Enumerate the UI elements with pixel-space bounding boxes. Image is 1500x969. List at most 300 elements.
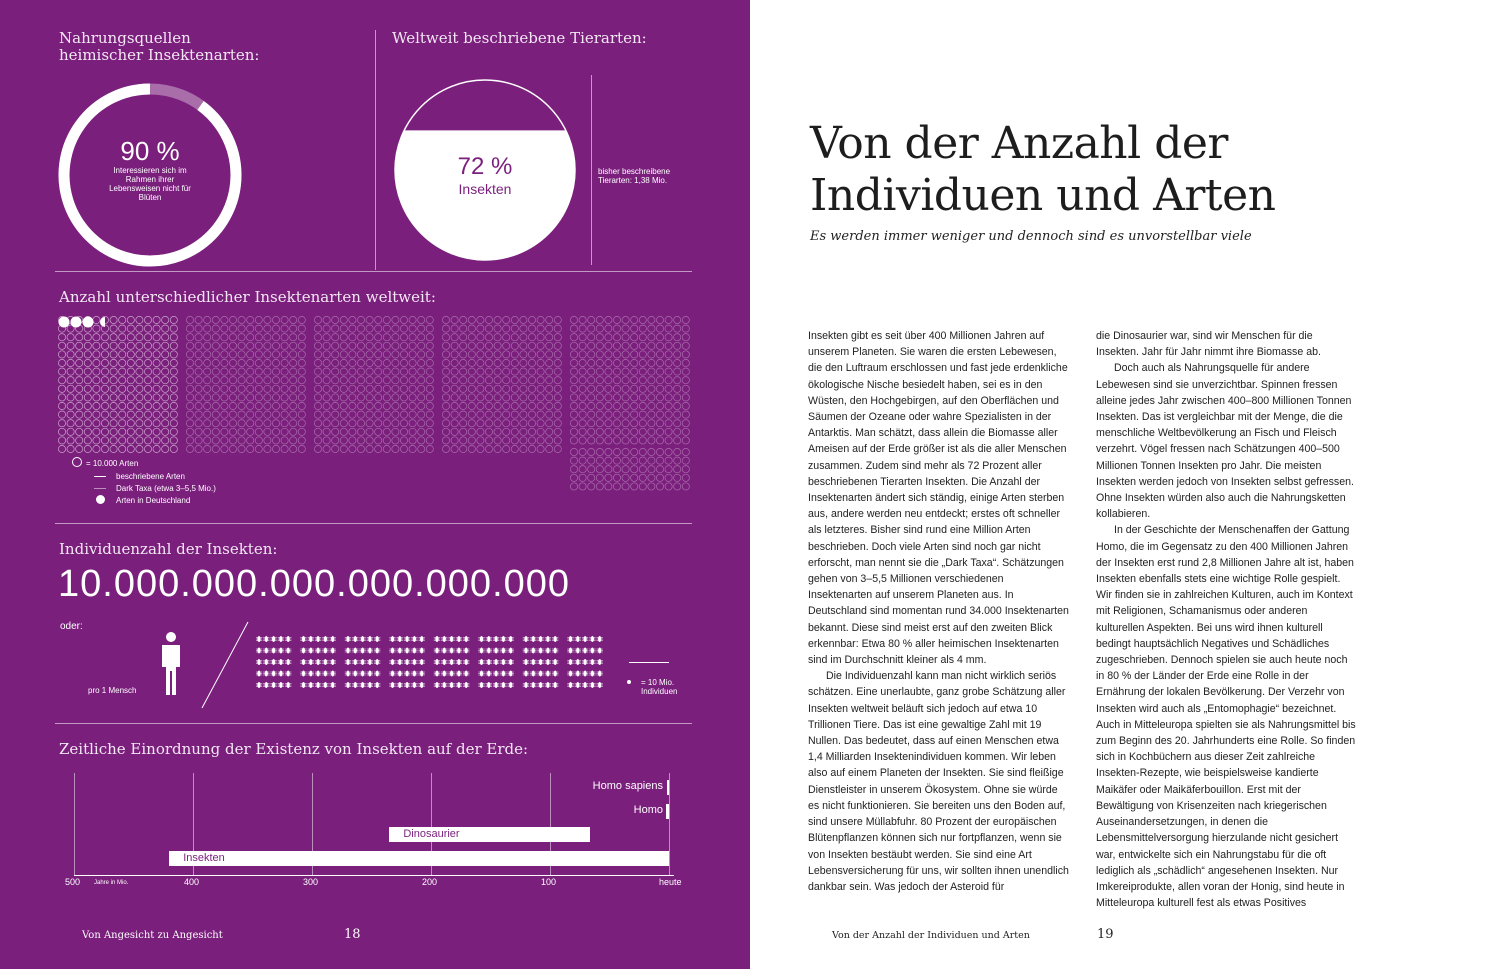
- species-dot: [93, 394, 100, 401]
- species-dot: [255, 420, 262, 427]
- slash-divider: [200, 620, 250, 710]
- species-dot: [503, 428, 510, 435]
- species-dot: [110, 445, 117, 452]
- insect-icon: [315, 682, 321, 688]
- species-dot: [264, 316, 271, 323]
- species-dot: [682, 359, 689, 366]
- species-dot: [537, 377, 544, 384]
- species-dot: [392, 316, 399, 323]
- species-dot: [442, 385, 449, 392]
- timeline-tick-label: 400: [184, 877, 200, 887]
- species-dot: [665, 385, 672, 392]
- species-dot: [357, 411, 364, 418]
- species-dot: [622, 385, 629, 392]
- insect-icon: [300, 671, 306, 677]
- species-dot: [605, 359, 612, 366]
- species-dot: [101, 334, 108, 341]
- species-dot: [682, 334, 689, 341]
- species-dot: [511, 394, 518, 401]
- species-dot: [84, 359, 91, 366]
- species-dot: [605, 420, 612, 427]
- species-dot: [290, 445, 297, 452]
- timeline-tick-label: heute: [659, 877, 682, 887]
- species-dot: [613, 342, 620, 349]
- insect-icon: [374, 659, 380, 665]
- insect-icon: [597, 659, 603, 665]
- species-dot: [323, 445, 330, 452]
- species-dot: [520, 334, 527, 341]
- insect-icon: [367, 682, 373, 688]
- species-dot: [204, 385, 211, 392]
- species-dot: [84, 368, 91, 375]
- species-dot: [648, 466, 655, 473]
- species-dot: [674, 377, 681, 384]
- species-dot: [332, 351, 339, 358]
- species-dot: [186, 445, 193, 452]
- species-dot: [93, 351, 100, 358]
- species-dot: [511, 325, 518, 332]
- species-dot: [238, 368, 245, 375]
- species-dot: [383, 420, 390, 427]
- insect-icon: [508, 659, 514, 665]
- insect-icon: [530, 671, 536, 677]
- species-dot: [221, 420, 228, 427]
- species-dot: [605, 483, 612, 490]
- species-dot: [494, 368, 501, 375]
- species-dot: [93, 428, 100, 435]
- species-dot: [648, 483, 655, 490]
- species-dot: [511, 385, 518, 392]
- species-dot: [255, 402, 262, 409]
- species-dot: [460, 368, 467, 375]
- species-dot: [212, 394, 219, 401]
- species-dot: [451, 368, 458, 375]
- species-dot: [537, 351, 544, 358]
- species-dot: [546, 445, 553, 452]
- insect-icon: [486, 671, 492, 677]
- insect-icon: [404, 636, 410, 642]
- species-dot: [494, 377, 501, 384]
- species-dot: [247, 368, 254, 375]
- species-dot: [229, 368, 236, 375]
- insect-icon: [589, 636, 595, 642]
- insect-icon: [545, 648, 551, 654]
- species-dot: [682, 483, 689, 490]
- species-dot: [162, 351, 169, 358]
- species-dot: [588, 420, 595, 427]
- species-dot: [648, 394, 655, 401]
- species-dot: [494, 411, 501, 418]
- species-dot: [127, 385, 134, 392]
- bug-legend-icon: [626, 678, 632, 684]
- species-dot: [93, 359, 100, 366]
- species-dot: [426, 351, 433, 358]
- species-dot: [281, 316, 288, 323]
- species-dot: [648, 385, 655, 392]
- species-dot: [639, 420, 646, 427]
- insect-icon: [456, 636, 462, 642]
- species-dot: [186, 325, 193, 332]
- species-dot: [298, 420, 305, 427]
- species-dot: [409, 334, 416, 341]
- species-dot: [247, 316, 254, 323]
- species-dot: [631, 402, 638, 409]
- species-dot: [570, 466, 577, 473]
- species-dot: [656, 428, 663, 435]
- species-dot: [255, 445, 262, 452]
- species-dot: [554, 385, 561, 392]
- species-dot: [639, 325, 646, 332]
- species-dot: [323, 359, 330, 366]
- species-dot: [332, 342, 339, 349]
- species-dot: [247, 359, 254, 366]
- species-dot: [570, 385, 577, 392]
- species-dot: [596, 437, 603, 444]
- species-dot: [418, 394, 425, 401]
- species-dot: [272, 342, 279, 349]
- species-dot: [84, 420, 91, 427]
- species-dot: [674, 402, 681, 409]
- species-dot: [212, 351, 219, 358]
- species-dot: [392, 377, 399, 384]
- species-dot: [127, 325, 134, 332]
- species-dot: [255, 385, 262, 392]
- species-dot: [674, 316, 681, 323]
- species-dot: [460, 316, 467, 323]
- species-dot: [247, 445, 254, 452]
- species-dot: [674, 448, 681, 455]
- timeline-bar-label: Insekten: [183, 852, 225, 864]
- species-dot: [349, 411, 356, 418]
- species-dot: [323, 316, 330, 323]
- species-dot: [554, 428, 561, 435]
- insect-icon: [500, 682, 506, 688]
- species-dot: [170, 334, 177, 341]
- species-dot: [494, 402, 501, 409]
- species-dot: [418, 402, 425, 409]
- species-dot: [186, 316, 193, 323]
- insect-icon: [263, 636, 269, 642]
- species-dot: [340, 428, 347, 435]
- species-dot: [570, 325, 577, 332]
- species-dot: [622, 368, 629, 375]
- species-dot: [93, 334, 100, 341]
- species-dot: [409, 325, 416, 332]
- species-dot: [631, 474, 638, 481]
- legend-item-3: Dark Taxa (etwa 3–5,5 Mio.): [116, 484, 216, 493]
- timeline-bar: [169, 851, 669, 866]
- species-dot: [528, 325, 535, 332]
- species-dot: [110, 316, 117, 323]
- species-dot: [76, 394, 83, 401]
- species-dot: [511, 411, 518, 418]
- insect-icon: [263, 648, 269, 654]
- species-dot: [494, 316, 501, 323]
- species-dot: [639, 466, 646, 473]
- species-dot: [622, 437, 629, 444]
- insect-icon: [567, 648, 573, 654]
- species-dot: [366, 437, 373, 444]
- species-dot: [511, 351, 518, 358]
- species-dot: [546, 402, 553, 409]
- species-dot: [400, 420, 407, 427]
- species-dot: [579, 402, 586, 409]
- species-dot: [648, 359, 655, 366]
- species-dot: [477, 377, 484, 384]
- insect-icon: [330, 648, 336, 654]
- species-dot: [110, 394, 117, 401]
- insect-icon: [523, 636, 529, 642]
- species-dot: [579, 334, 586, 341]
- insect-icon: [545, 636, 551, 642]
- species-dot: [665, 325, 672, 332]
- species-dot: [554, 316, 561, 323]
- species-dot: [665, 457, 672, 464]
- insect-icon: [434, 648, 440, 654]
- species-dot: [212, 325, 219, 332]
- species-dot: [648, 377, 655, 384]
- species-dot: [101, 394, 108, 401]
- species-dot: [674, 394, 681, 401]
- species-described-label: Insekten: [458, 181, 512, 197]
- species-dot: [442, 445, 449, 452]
- insect-icon: [537, 682, 543, 688]
- insect-icon: [389, 636, 395, 642]
- species-dot: [212, 411, 219, 418]
- species-dot: [622, 394, 629, 401]
- article-subtitle: Es werden immer weniger und dennoch sind es unvorstellbar viele: [810, 229, 1252, 244]
- species-dot: [144, 437, 151, 444]
- insect-icon: [397, 636, 403, 642]
- species-dot: [281, 428, 288, 435]
- legend-item-1: = 10.000 Arten: [86, 459, 139, 468]
- species-dot: [247, 402, 254, 409]
- species-dot: [418, 377, 425, 384]
- species-dot: [409, 420, 416, 427]
- timeline-tick-label: 300: [303, 877, 319, 887]
- species-dot: [298, 437, 305, 444]
- species-dot: [229, 445, 236, 452]
- species-dot: [298, 428, 305, 435]
- species-dot: [682, 377, 689, 384]
- species-dot: [272, 359, 279, 366]
- timeline-bar: [666, 804, 669, 819]
- species-dot: [648, 351, 655, 358]
- species-dot: [272, 402, 279, 409]
- species-dot: [221, 334, 228, 341]
- insect-icon: [345, 682, 351, 688]
- species-dot: [596, 359, 603, 366]
- species-dot: [648, 420, 655, 427]
- species-dot: [298, 445, 305, 452]
- insect-icon: [448, 636, 454, 642]
- species-dot: [366, 394, 373, 401]
- species-dot: [323, 351, 330, 358]
- species-dot: [682, 342, 689, 349]
- species-dot: [238, 445, 245, 452]
- insect-icon: [575, 636, 581, 642]
- species-dot: [290, 394, 297, 401]
- species-dot: [570, 437, 577, 444]
- insect-icon: [411, 671, 417, 677]
- species-dot: [613, 411, 620, 418]
- species-dot: [298, 351, 305, 358]
- species-dot: [613, 474, 620, 481]
- insect-icon: [486, 636, 492, 642]
- species-dot: [426, 377, 433, 384]
- species-dot: [511, 342, 518, 349]
- species-dot: [520, 394, 527, 401]
- person-icon: [158, 631, 184, 697]
- species-dot: [588, 368, 595, 375]
- insect-icon: [404, 648, 410, 654]
- species-dot: [195, 351, 202, 358]
- species-dot: [570, 428, 577, 435]
- insect-icon: [478, 659, 484, 665]
- species-dot: [162, 325, 169, 332]
- species-dot: [332, 402, 339, 409]
- insect-icon: [308, 636, 314, 642]
- species-dot: [400, 325, 407, 332]
- insect-icon: [367, 671, 373, 677]
- insect-icon: [322, 648, 328, 654]
- species-dot: [674, 483, 681, 490]
- insect-icon: [567, 659, 573, 665]
- species-dot: [314, 351, 321, 358]
- species-dot: [418, 420, 425, 427]
- species-dot: [400, 385, 407, 392]
- species-dot: [84, 445, 91, 452]
- species-dot: [400, 377, 407, 384]
- species-dot: [451, 394, 458, 401]
- species-dot: [460, 325, 467, 332]
- species-dot: [238, 428, 245, 435]
- species-dot: [579, 385, 586, 392]
- insect-icon: [523, 682, 529, 688]
- species-dot: [136, 342, 143, 349]
- species-dot: [119, 420, 126, 427]
- species-dot: [162, 316, 169, 323]
- species-dot: [383, 325, 390, 332]
- species-dot: [418, 334, 425, 341]
- species-dot: [238, 377, 245, 384]
- species-dot: [485, 411, 492, 418]
- right-footer: Von der Anzahl der Individuen und Arten: [832, 930, 1030, 941]
- species-dot: [622, 359, 629, 366]
- species-dot: [477, 411, 484, 418]
- species-dot: [255, 316, 262, 323]
- species-dot: [605, 342, 612, 349]
- species-dot: [290, 368, 297, 375]
- species-dot: [204, 437, 211, 444]
- species-dot: [656, 351, 663, 358]
- species-dot: [247, 428, 254, 435]
- insect-icon: [589, 659, 595, 665]
- species-dot: [477, 402, 484, 409]
- species-dot: [340, 402, 347, 409]
- insect-icon: [456, 648, 462, 654]
- species-dot: [648, 316, 655, 323]
- species-dot: [221, 445, 228, 452]
- species-dot: [349, 402, 356, 409]
- title-line-2: Individuen und Arten: [810, 170, 1276, 221]
- species-dot: [67, 359, 74, 366]
- insect-icon: [411, 659, 417, 665]
- species-dot: [579, 437, 586, 444]
- species-dot: [162, 394, 169, 401]
- species-dot: [485, 437, 492, 444]
- bug-scale-line: [629, 662, 669, 663]
- species-dot: [76, 377, 83, 384]
- species-dot: [468, 325, 475, 332]
- species-dot: [451, 445, 458, 452]
- species-dot: [264, 411, 271, 418]
- species-dot: [588, 394, 595, 401]
- species-dot: [375, 368, 382, 375]
- species-dot: [639, 359, 646, 366]
- species-dot: [682, 385, 689, 392]
- insect-icon: [493, 636, 499, 642]
- species-dot: [340, 445, 347, 452]
- species-dot: [212, 342, 219, 349]
- species-dot: [631, 359, 638, 366]
- species-dot: [238, 334, 245, 341]
- species-dot: [511, 334, 518, 341]
- species-dot: [468, 445, 475, 452]
- species-dot: [468, 394, 475, 401]
- insect-icon: [270, 682, 276, 688]
- species-dot: [298, 402, 305, 409]
- species-dot: [682, 437, 689, 444]
- species-dot: [162, 428, 169, 435]
- species-dot: [247, 411, 254, 418]
- species-dot: [468, 316, 475, 323]
- individuals-oder: oder:: [60, 621, 83, 632]
- insect-icon: [545, 682, 551, 688]
- species-dot: [656, 342, 663, 349]
- species-dot: [528, 377, 535, 384]
- species-dot: [195, 342, 202, 349]
- species-dot: [84, 377, 91, 384]
- species-described-title: Weltweit beschriebene Tierarten:: [392, 29, 647, 47]
- species-dot: [58, 368, 65, 375]
- species-dot: [451, 437, 458, 444]
- species-dot: [349, 334, 356, 341]
- insect-icon: [256, 648, 262, 654]
- species-dot: [58, 437, 65, 444]
- species-dot: [247, 342, 254, 349]
- species-dot: [570, 457, 577, 464]
- insect-icon: [582, 648, 588, 654]
- species-dot: [511, 368, 518, 375]
- species-dot: [400, 316, 407, 323]
- species-dot: [596, 316, 603, 323]
- species-dot: [264, 394, 271, 401]
- species-dot: [170, 342, 177, 349]
- species-dot: [579, 394, 586, 401]
- species-dot: [366, 445, 373, 452]
- species-dot: [110, 359, 117, 366]
- species-dot: [656, 325, 663, 332]
- species-dot: [221, 377, 228, 384]
- right-page-number: 19: [1097, 927, 1114, 942]
- species-dot: [570, 377, 577, 384]
- species-dot: [119, 411, 126, 418]
- species-dot: [613, 428, 620, 435]
- species-dot: [596, 428, 603, 435]
- species-dot: [383, 437, 390, 444]
- species-dot: [570, 368, 577, 375]
